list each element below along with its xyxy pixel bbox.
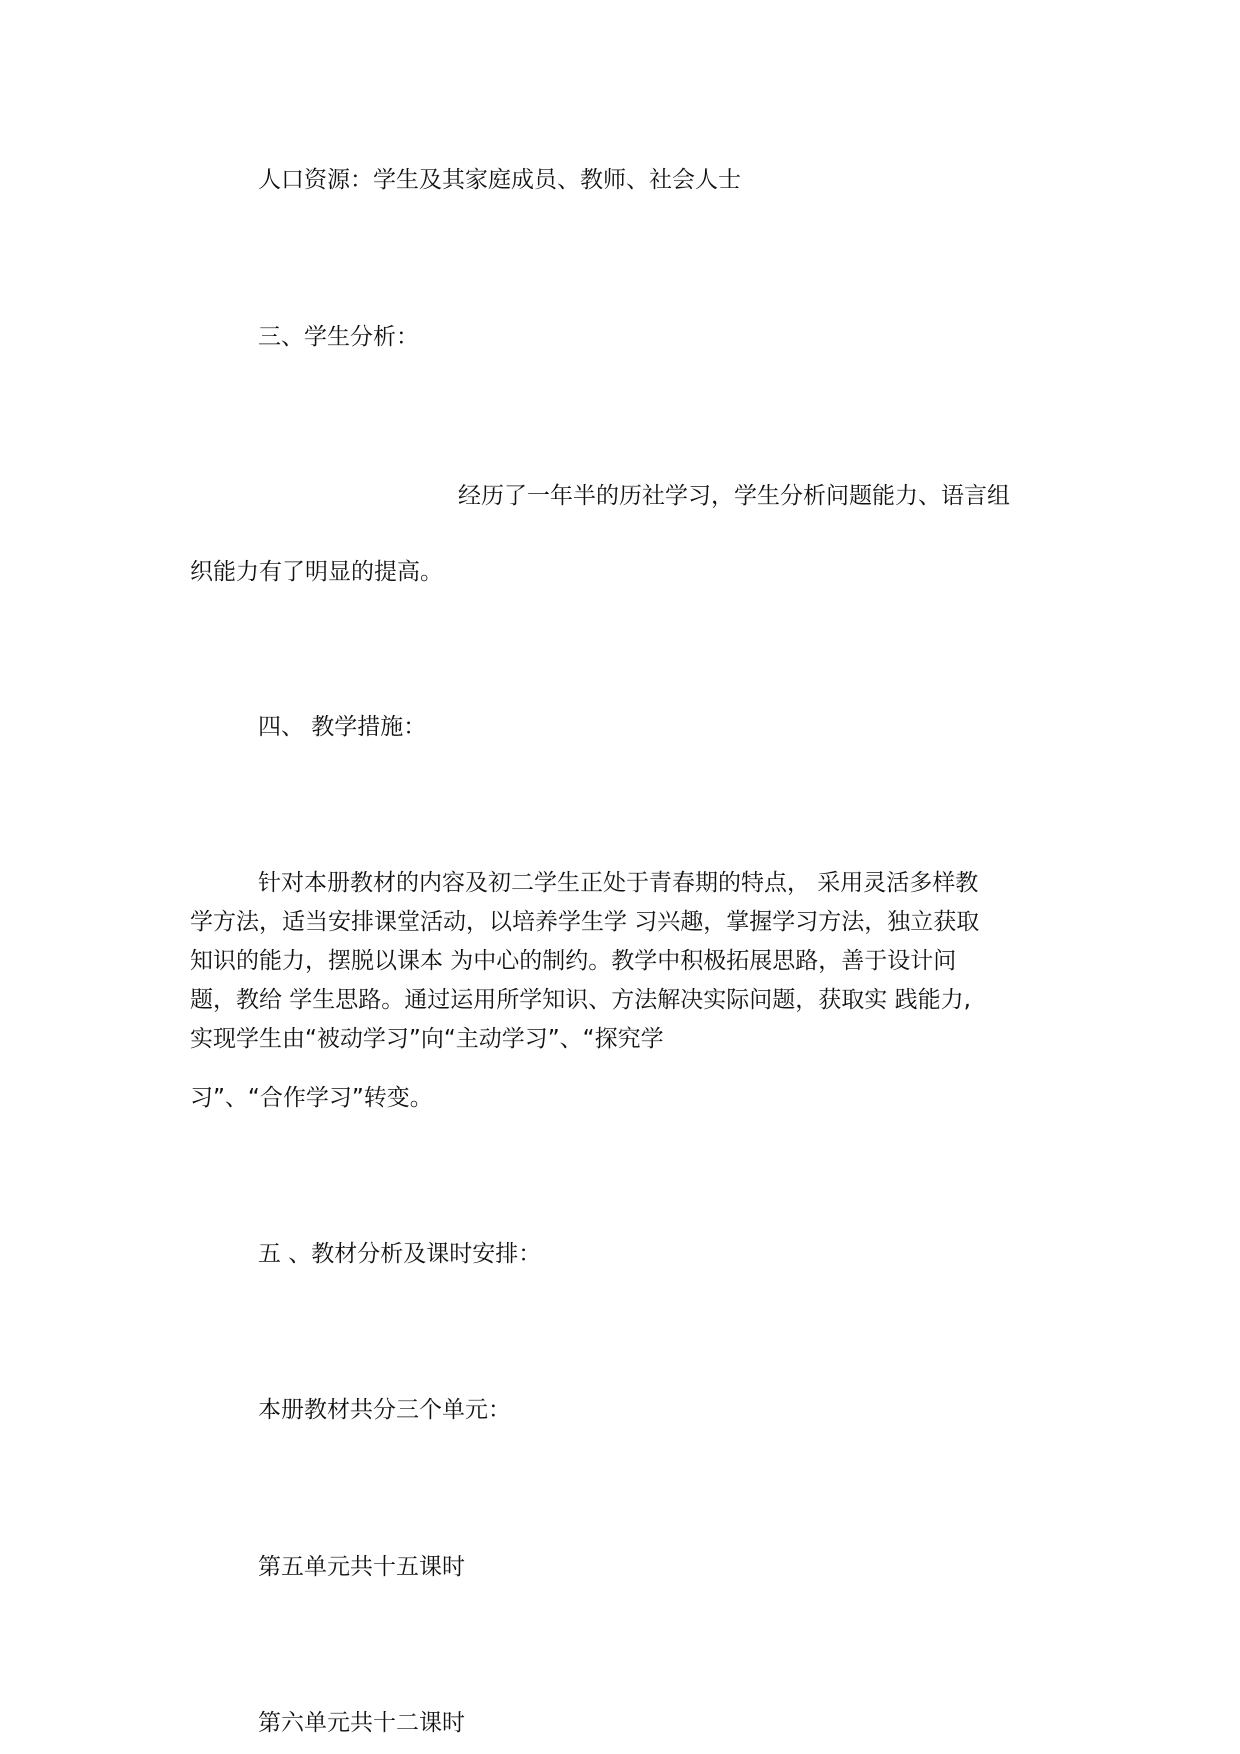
unit-five-hours: 第五单元共十五课时 [258, 1554, 465, 1580]
teaching-measures-line-5: 实现学生由“被动学习”向“主动学习”、“探究学 [190, 1026, 664, 1052]
section-heading-teaching-measures: 四、 教学措施： [258, 714, 427, 740]
teaching-measures-line-3: 知识的能力，摆脱以课本 为中心的制约。教学中积极拓展思路，善于设计问 [190, 948, 957, 974]
student-analysis-text-line-2: 织能力有了明显的提高。 [190, 559, 443, 585]
teaching-measures-line-2: 学方法，适当安排课堂活动，以培养学生学 习兴趣，掌握学习方法，独立获取 [190, 909, 980, 935]
section-heading-textbook-analysis: 五 、教材分析及课时安排： [258, 1241, 542, 1267]
teaching-measures-line-1: 针对本册教材的内容及初二学生正处于青春期的特点， 采用灵活多样教 [258, 870, 979, 896]
teaching-measures-line-6: 习”、“合作学习”转变。 [190, 1085, 433, 1111]
textbook-units-intro: 本册教材共分三个单元： [258, 1397, 511, 1423]
section-heading-student-analysis: 三、学生分析： [258, 324, 419, 350]
teaching-measures-line-4: 题，教给 学生思路。通过运用所学知识、方法解决实际问题，获取实 践能力, [190, 987, 971, 1013]
resource-line: 人口资源：学生及其家庭成员、教师、社会人士 [258, 167, 741, 193]
student-analysis-text-line-1: 经历了一年半的历社学习，学生分析问题能力、语言组 [458, 483, 1010, 509]
unit-six-hours: 第六单元共十二课时 [258, 1710, 465, 1736]
